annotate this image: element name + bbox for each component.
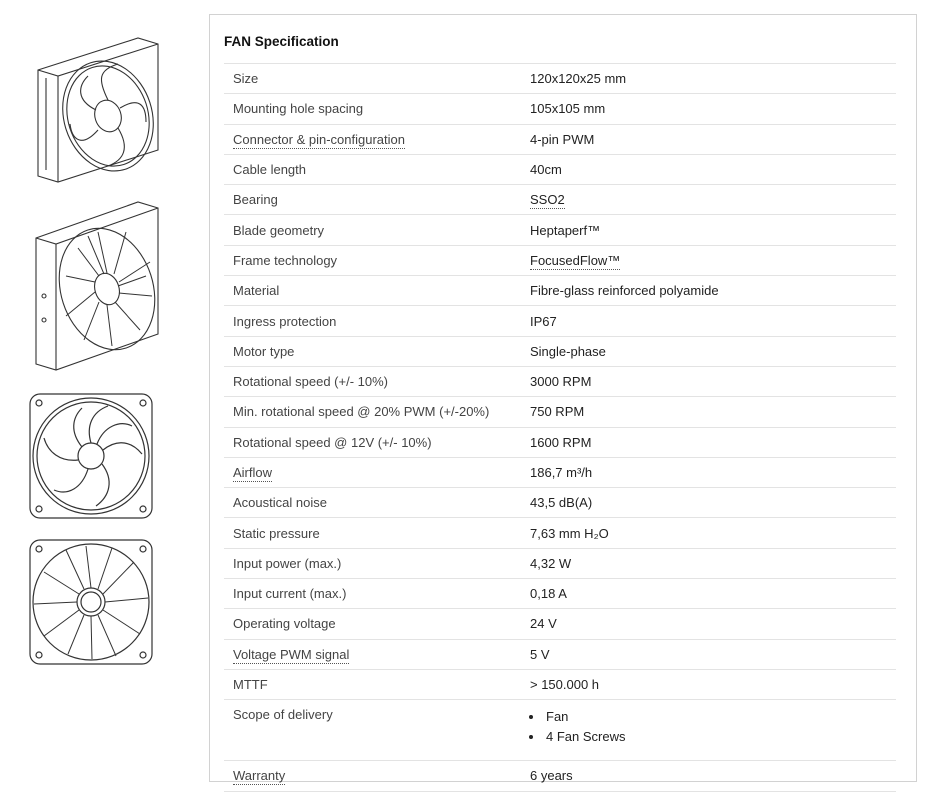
row-label: Static pressure <box>233 525 320 541</box>
fan-front-view-image <box>28 538 154 666</box>
spec-panel <box>209 14 917 782</box>
row-value: 750 RPM <box>530 404 585 420</box>
row-label: Ingress protection <box>233 313 337 329</box>
row-value: Heptaperf™ <box>530 222 601 238</box>
row-value: > 150.000 h <box>530 677 600 693</box>
table-row <box>224 63 896 93</box>
table-row <box>224 305 896 335</box>
row-value: 105x105 mm <box>530 101 606 117</box>
delivery-list <box>530 707 896 747</box>
row-label: Scope of delivery <box>233 707 333 723</box>
row-label: Bearing <box>233 192 278 208</box>
bearing-sso2-link[interactable]: SSO2 <box>530 192 565 208</box>
table-row <box>224 699 896 760</box>
row-label: Rotational speed (+/- 10%) <box>233 374 389 390</box>
row-label: MTTF <box>233 677 268 693</box>
voltage-pwm-signal-link[interactable]: Voltage PWM signal <box>233 646 350 662</box>
row-value: 186,7 m³/h <box>530 465 593 480</box>
table-row <box>224 517 896 547</box>
table-row <box>224 336 896 366</box>
list-item: • Fan <box>544 707 896 727</box>
warranty-link[interactable]: Warranty <box>233 768 286 784</box>
table-row <box>224 427 896 457</box>
table-row <box>224 124 896 154</box>
fan-back-view-image <box>28 392 154 520</box>
row-value: 4-pin PWM <box>530 131 595 147</box>
row-label: Acoustical noise <box>233 495 327 511</box>
row-value: 24 V <box>530 616 557 632</box>
row-label: Cable length <box>233 162 306 178</box>
row-value: Fibre-glass reinforced polyamide <box>530 283 719 299</box>
table-row <box>224 548 896 578</box>
focusedflow-link[interactable]: FocusedFlow™ <box>530 252 621 268</box>
row-value: 7,63 mm H₂O <box>530 525 609 541</box>
row-label: Input current (max.) <box>233 586 347 602</box>
airflow-link[interactable]: Airflow <box>233 465 273 480</box>
row-value: 120x120x25 mm <box>530 71 627 87</box>
row-label: Motor type <box>233 343 295 359</box>
spec-title: FAN Specification <box>224 34 339 49</box>
table-row <box>224 93 896 123</box>
table-row <box>224 487 896 517</box>
fan-isometric-back-image <box>28 30 162 190</box>
table-row <box>224 760 896 790</box>
row-label: Blade geometry <box>233 222 325 238</box>
row-value: 6 years <box>530 768 573 784</box>
fan-isometric-front-image <box>28 192 162 382</box>
row-label: Min. rotational speed @ 20% PWM (+/-20%) <box>233 404 490 420</box>
table-row <box>224 366 896 396</box>
table-row <box>224 154 896 184</box>
row-label: Input power (max.) <box>233 555 342 571</box>
table-row <box>224 457 896 487</box>
table-row <box>224 578 896 608</box>
row-value: 40cm <box>530 162 562 178</box>
row-value: 43,5 dB(A) <box>530 495 593 511</box>
row-value: 5 V <box>530 646 550 662</box>
row-value: IP67 <box>530 313 557 329</box>
row-value: 0,18 A <box>530 586 567 602</box>
row-label: Rotational speed @ 12V (+/- 10%) <box>233 434 432 450</box>
row-value: 1600 RPM <box>530 434 592 450</box>
table-row <box>224 275 896 305</box>
list-item: • 4 Fan Screws <box>544 727 896 747</box>
table-row <box>224 184 896 214</box>
table-row <box>224 608 896 638</box>
connector-pin-configuration-link[interactable]: Connector & pin-configuration <box>233 131 405 147</box>
row-label: Size <box>233 71 259 87</box>
table-row <box>224 396 896 426</box>
table-row <box>224 214 896 244</box>
row-label: Operating voltage <box>233 616 336 632</box>
table-row <box>224 245 896 275</box>
table-bottom-divider <box>224 791 896 792</box>
table-row <box>224 669 896 699</box>
row-value: 4,32 W <box>530 555 572 571</box>
spec-table <box>224 63 896 792</box>
row-label: Mounting hole spacing <box>233 101 364 117</box>
row-value <box>530 707 896 747</box>
row-label: Material <box>233 283 280 299</box>
row-value: 3000 RPM <box>530 374 592 390</box>
row-label: Frame technology <box>233 252 338 268</box>
table-row <box>224 639 896 669</box>
row-value: Single-phase <box>530 343 606 359</box>
